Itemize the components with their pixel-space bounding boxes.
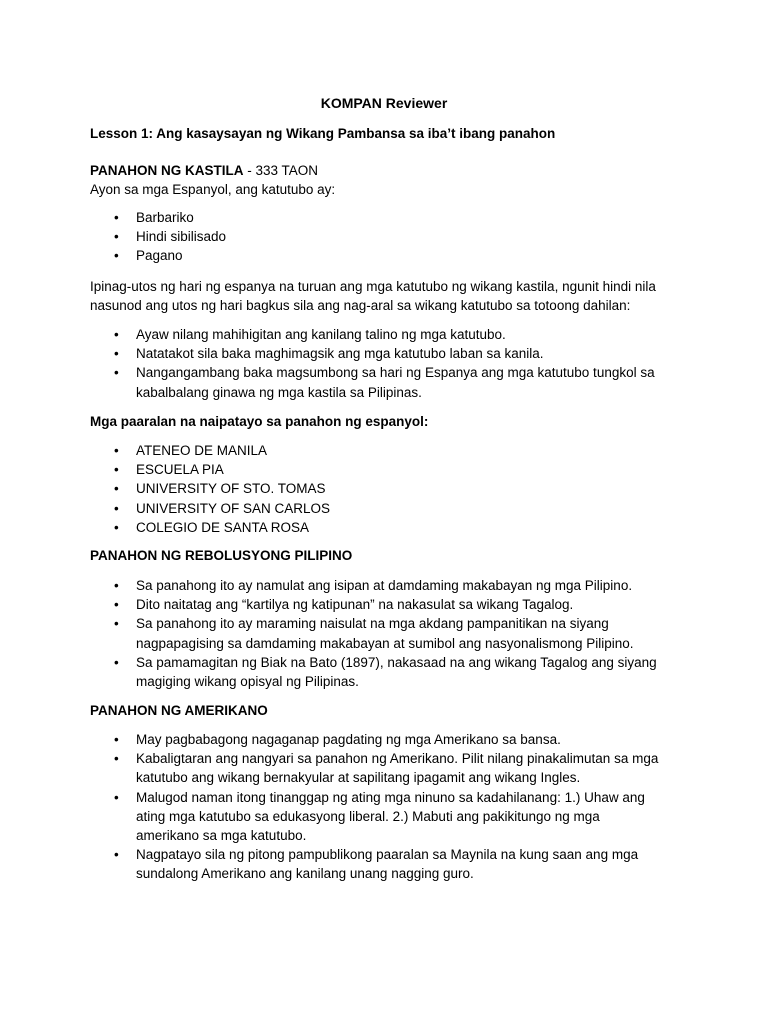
kastila-heading: PANAHON NG KASTILA: [90, 163, 244, 178]
list-item: • Sa panahong ito ay maraming naisulat na mga akdang pampanitikan na siyang nagpapagising sa damdaming makabayan at sumibol ang nasyonalismong Pilipino.: [0, 614, 666, 652]
list-item: • Nagpatayo sila ng pitong pampublikong paaralan sa Maynila na kung saan ang mga sundalong Amerikano ang kanilang unang nagging guro.: [0, 845, 666, 883]
list-item: • Kabaligtaran ang nangyari sa panahon ng Amerikano. Pilit nilang pinakalimutan sa mga katutubo ang wikang bernakyular at sapilitang ipagamit ang wikang Ingles.: [0, 749, 666, 787]
rebolusyon-heading: PANAHON NG REBOLUSYONG PILIPINO: [90, 548, 353, 563]
list-item: • Hindi sibilisado: [0, 227, 226, 246]
list-item: • ESCUELA PIA: [0, 460, 330, 479]
kastila-heading-suffix: - 333 TAON: [243, 163, 319, 178]
list-item: • May pagbabagong nagaganap pagdating ng mga Amerikano sa bansa.: [0, 730, 666, 749]
list-item: • COLEGIO DE SANTA ROSA: [0, 518, 330, 537]
kastila-paragraph: Ipinag-utos ng hari ng espanya na turuan ang mga katutubo ng wikang kastila, ngunit hindi nila nasunod ang utos ng hari bagkus sila ang nag-aral sa wikang katutubo sa totoong dahilan:: [90, 279, 656, 313]
kastila-reasons-list: [0, 325, 666, 402]
list-item: • Malugod naman itong tinanggap ng ating mga ninuno sa kadahilanang: 1.) Uhaw ang ating mga katutubo sa edukasyong liberal. 2.) Mabuti ang pakikitungo ng mga amerikano sa mga katutubo.: [0, 788, 666, 846]
list-item: • Sa pamamagitan ng Biak na Bato (1897), nakasaad na ang wikang Tagalog ang siyang magiging wikang opisyal ng Pilipinas.: [0, 653, 666, 691]
kastila-heading-line: [90, 161, 318, 180]
list-item: • Sa panahong ito ay namulat ang isipan at damdaming makabayan ng mga Pilipino.: [0, 576, 666, 595]
schools-list: [0, 441, 330, 537]
schools-heading: Mga paaralan na naipatayo sa panahon ng espanyol:: [90, 414, 429, 429]
list-item: • Pagano: [0, 246, 226, 265]
document-title: KOMPAN Reviewer: [320, 95, 448, 111]
list-item: • ATENEO DE MANILA: [0, 441, 330, 460]
list-item: • UNIVERSITY OF SAN CARLOS: [0, 499, 330, 518]
amerikano-heading: PANAHON NG AMERIKANO: [90, 703, 268, 718]
list-item: • Barbariko: [0, 208, 226, 227]
lesson-heading: Lesson 1: Ang kasaysayan ng Wikang Pambansa sa iba’t ibang panahon: [90, 126, 556, 141]
amerikano-list: [0, 730, 666, 884]
list-item: • Dito naitatag ang “kartilya ng katipunan” na nakasulat sa wikang Tagalog.: [0, 595, 666, 614]
list-item: • Ayaw nilang mahihigitan ang kanilang talino ng mga katutubo.: [0, 325, 666, 344]
kastila-intro: Ayon sa mga Espanyol, ang katutubo ay:: [90, 182, 336, 197]
kastila-traits-list: [0, 208, 226, 266]
list-item: • Nangangambang baka magsumbong sa hari ng Espanya ang mga katutubo tungkol sa kabalbalang ginawa ng mga kastila sa Pilipinas.: [0, 363, 666, 401]
list-item: • UNIVERSITY OF STO. TOMAS: [0, 479, 330, 498]
list-item: • Natatakot sila baka maghimagsik ang mga katutubo laban sa kanila.: [0, 344, 666, 363]
rebolusyon-list: [0, 576, 666, 691]
